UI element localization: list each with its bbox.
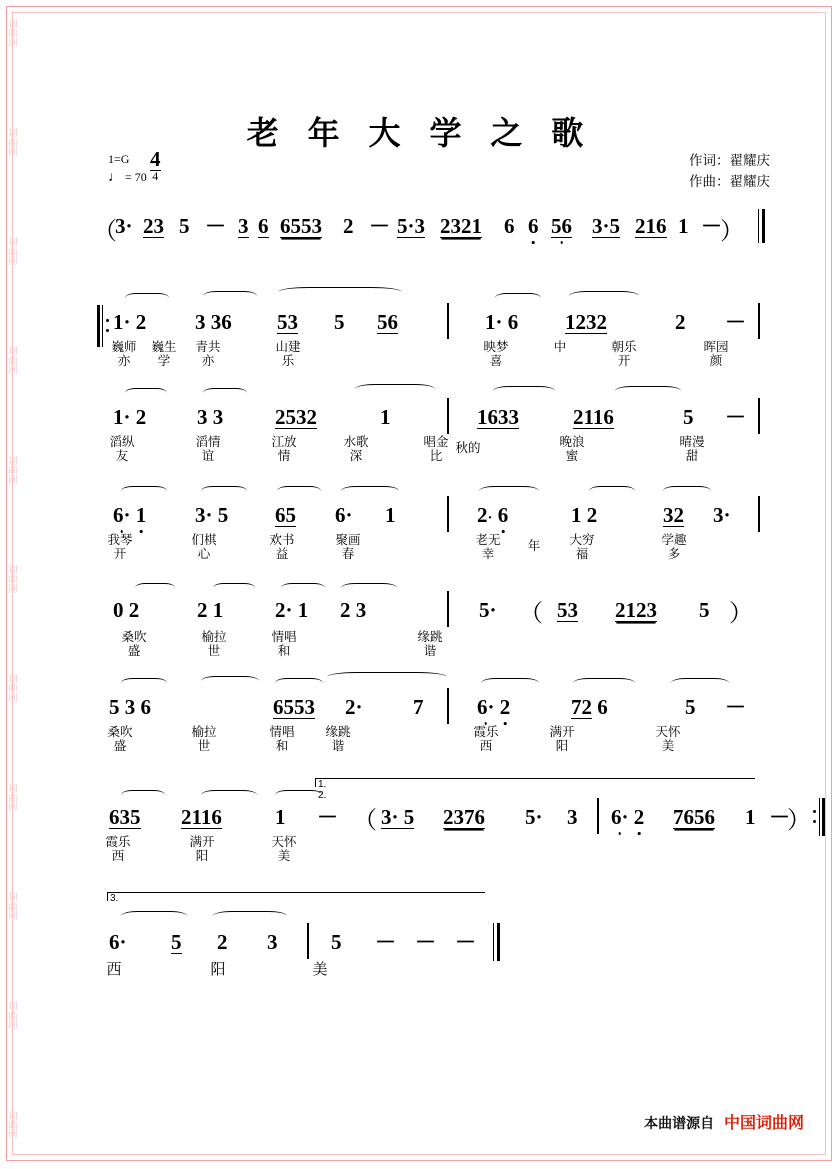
watermark-item: 词 曲 网 (8, 455, 18, 485)
lyric: 霞乐西 (473, 725, 499, 753)
slur (663, 486, 711, 496)
slur (201, 486, 247, 496)
note-group: 1· 6 (485, 310, 519, 334)
note: － (205, 214, 226, 238)
time-signature (150, 148, 161, 182)
lyric: 学趣多 (661, 533, 687, 561)
note-group: 3· 5 (381, 805, 415, 829)
slur (213, 583, 255, 593)
note: 3· (115, 214, 133, 238)
watermark-item: 词 曲 网 (8, 128, 18, 158)
close-paren: ） (787, 808, 811, 834)
lyric: 晚浪蜜 (559, 435, 585, 463)
note: 3·5 (592, 214, 621, 238)
lyric: 晴漫甜 (679, 435, 705, 463)
note: 5 (179, 214, 190, 238)
note-group: 1 (385, 503, 396, 527)
lyric: 中 (553, 340, 567, 354)
barline (447, 398, 449, 434)
note-group: 53 (557, 598, 578, 622)
note: 2321 (440, 214, 482, 238)
lyric: 滔情谊 (195, 435, 221, 463)
note-group: 3· (713, 503, 731, 527)
slur (121, 678, 167, 688)
note: 6 (258, 214, 269, 238)
slur (275, 678, 323, 688)
barline (307, 923, 309, 959)
slur (121, 790, 165, 800)
note-group: 2· 1 (275, 598, 309, 622)
key-signature: 1=G (108, 152, 130, 166)
repeat-end-barline (813, 798, 825, 836)
note-group: 2 1 (197, 598, 224, 622)
lyric: 榆拉世 (201, 630, 227, 658)
slur (493, 386, 555, 396)
watermark-item: 词 曲 网 (8, 1001, 18, 1031)
lyric: 巍生学 (151, 340, 177, 368)
lyric: 美 (312, 961, 328, 978)
note-group: 1232 (565, 310, 607, 334)
note-group: － (415, 930, 436, 954)
lyric: 唱金比 (423, 435, 449, 463)
lyric: 山建乐 (275, 340, 301, 368)
lyric: 天怀美 (271, 835, 297, 863)
composer: 作曲：翟耀庆 (689, 174, 770, 189)
note-group: － (725, 695, 746, 719)
watermark-item: 词 曲 网 (8, 673, 18, 703)
slur (125, 388, 167, 398)
lyric: 聚画春 (335, 533, 361, 561)
note: 216 (635, 214, 667, 238)
lyric: 榆拉世 (191, 725, 217, 753)
note-group: 1 2 (571, 503, 598, 527)
slur (495, 293, 541, 303)
note-group: 5 (334, 310, 345, 334)
lyric: 我琴开 (107, 533, 133, 561)
note-group: 5 (683, 405, 694, 429)
tempo-value: = 70 (125, 170, 147, 184)
note-group: － (455, 930, 476, 954)
lyric: 桑吹盛 (107, 725, 133, 753)
note-group: 5 3 6 (109, 695, 151, 719)
barline (447, 688, 449, 724)
watermark-item: 词 曲 网 (8, 783, 18, 812)
note-group: 32 (663, 503, 684, 527)
slur (479, 486, 539, 496)
barline (758, 398, 760, 434)
slur (671, 678, 729, 688)
note-group: 6· (109, 930, 127, 954)
lyric: 桑吹盛 (121, 630, 147, 658)
note: 5·3 (397, 214, 426, 238)
note-group: 2· 6 (477, 503, 509, 527)
note: 2 (343, 214, 354, 238)
lyric: 年 (527, 539, 541, 553)
credits (689, 150, 770, 192)
watermark-item: 词 曲 网 (8, 237, 18, 267)
slur (275, 790, 323, 800)
slur (213, 911, 287, 921)
open-paren: （ (353, 808, 377, 834)
note-group: 3· 5 (195, 503, 229, 527)
note-group: 5 (685, 695, 696, 719)
note-group: 6· 2 (611, 805, 645, 829)
note-group: 72 6 (571, 695, 608, 719)
lyric: 巍师亦 (111, 340, 137, 368)
volta-label: 3. (110, 893, 119, 904)
tempo-marking (108, 170, 147, 186)
volta-label: 1. 2. (318, 779, 327, 801)
slur (341, 486, 399, 496)
note: 6 (504, 214, 515, 238)
slur (569, 291, 639, 301)
note: 1 (678, 214, 689, 238)
intro-open-paren: （ (93, 219, 117, 245)
slur (203, 388, 247, 398)
note-group: 5· (525, 805, 543, 829)
lyric: 朝乐开 (611, 340, 637, 368)
lyric: 水歌深 (343, 435, 369, 463)
barline (447, 591, 449, 627)
note-group: － (769, 805, 790, 829)
intro-close-paren: ） (720, 219, 744, 245)
slur (121, 911, 187, 921)
lyric: 大穷福 (569, 533, 595, 561)
lyric: 们棋心 (191, 533, 217, 561)
watermark-item: 词 曲 网 (8, 1110, 18, 1140)
note-group: 65 (275, 503, 296, 527)
watermark-item: 词 曲 网 (8, 892, 18, 922)
slur (135, 583, 175, 593)
note: － (369, 214, 390, 238)
lyric: 晖园颜 (703, 340, 729, 368)
slur (125, 293, 169, 303)
note-group: 5 (331, 930, 342, 954)
note-group: 2123 (615, 598, 657, 622)
lyric: 天怀美 (655, 725, 681, 753)
note: － (701, 214, 722, 238)
slur (589, 486, 635, 496)
note-group: 6· 1 (113, 503, 147, 527)
note: 3 (238, 214, 249, 238)
note-group: 2116 (573, 405, 614, 429)
page-title: 老 年 大 学 之 歌 (246, 115, 594, 151)
meter-denominator: 4 (150, 170, 161, 182)
note-group: 1633 (477, 405, 519, 429)
slur (277, 486, 321, 496)
note: 6 (528, 214, 539, 238)
slur (615, 386, 681, 396)
note-group: 3 (567, 805, 578, 829)
site-name[interactable]: 中国词曲网 (723, 1115, 804, 1132)
note-group: － (375, 930, 396, 954)
note: 6553 (280, 214, 322, 238)
note-group: 2 3 (340, 598, 367, 622)
note-group: 2 (217, 930, 228, 954)
footer-source (644, 1110, 804, 1133)
note-group: 1 (380, 405, 391, 429)
lyric: 老无幸 (475, 533, 501, 561)
note: 56 (551, 214, 572, 238)
lyric: 缘跳谐 (325, 725, 351, 753)
note-group: － (317, 805, 338, 829)
lyric: 青共亦 (195, 340, 221, 368)
note-group: 1 (275, 805, 286, 829)
slur (327, 672, 447, 682)
watermark-item: 词 曲 网 (8, 564, 18, 594)
slur (481, 678, 539, 688)
note-group: 6· 2 (477, 695, 511, 719)
lyric: 阳 (210, 961, 226, 978)
lyric: 滔纵友 (109, 435, 135, 463)
note-group: 5 (699, 598, 710, 622)
note-group: 6553 (273, 695, 315, 719)
barline (447, 303, 449, 339)
note-group: 1 (745, 805, 756, 829)
repeat-start-barline (97, 305, 104, 347)
note-group: 3 3 (197, 405, 224, 429)
lyric: 霞乐西 (105, 835, 131, 863)
watermark-item: 词 曲 网 (8, 19, 18, 48)
barline (447, 496, 449, 532)
lyric: 满开阳 (549, 725, 575, 753)
slur (341, 583, 397, 593)
lyricist: 作词：翟耀庆 (689, 153, 770, 168)
note-group: － (725, 310, 746, 334)
lyric: 西 (106, 961, 122, 978)
barline (758, 303, 760, 339)
slur (121, 486, 167, 496)
note-group: 0 2 (113, 598, 140, 622)
slur (355, 384, 435, 394)
note-group: 7656 (673, 805, 715, 829)
note-group: 2532 (275, 405, 317, 429)
slur (201, 676, 259, 686)
meter-numerator: 4 (150, 147, 161, 171)
quarter-note-icon: ♩ (108, 170, 122, 185)
slur (278, 287, 402, 297)
note-group: 7 (413, 695, 424, 719)
open-paren: （ (519, 601, 543, 627)
lyric: 情唱和 (269, 725, 295, 753)
note-group: 3 36 (195, 310, 232, 334)
note-group: 5 (171, 930, 182, 954)
lyric: 欢书益 (269, 533, 295, 561)
note-group: 2376 (443, 805, 485, 829)
source-label: 本曲谱源自 (644, 1115, 715, 1131)
note-group: 1· 2 (113, 310, 147, 334)
note-group: 635 (109, 805, 141, 829)
note-group: 53 (277, 310, 298, 334)
lyric: 映梦喜 (483, 340, 509, 368)
note-group: 5· (479, 598, 497, 622)
note-group: 6· (335, 503, 353, 527)
note-group: － (725, 405, 746, 429)
slur (573, 678, 635, 688)
slur (281, 583, 325, 593)
slur (201, 790, 257, 800)
note-group: 2 (675, 310, 686, 334)
lyric: 缘跳谐 (417, 630, 443, 658)
note-group: 1· 2 (113, 405, 147, 429)
close-paren: ） (729, 601, 753, 627)
lyric: 秋的 (455, 441, 481, 455)
slur (203, 291, 257, 301)
lyric: 江放情 (271, 435, 297, 463)
lyric: 满开阳 (189, 835, 215, 863)
note-group: 3 (267, 930, 278, 954)
lyric: 情唱和 (271, 630, 297, 658)
note-group: 2· (345, 695, 363, 719)
note-group: 2116 (181, 805, 222, 829)
note-group: 56 (377, 310, 398, 334)
note: 23 (143, 214, 164, 238)
barline (758, 496, 760, 532)
barline (597, 798, 599, 834)
watermark-item: 词 曲 网 (8, 346, 18, 376)
